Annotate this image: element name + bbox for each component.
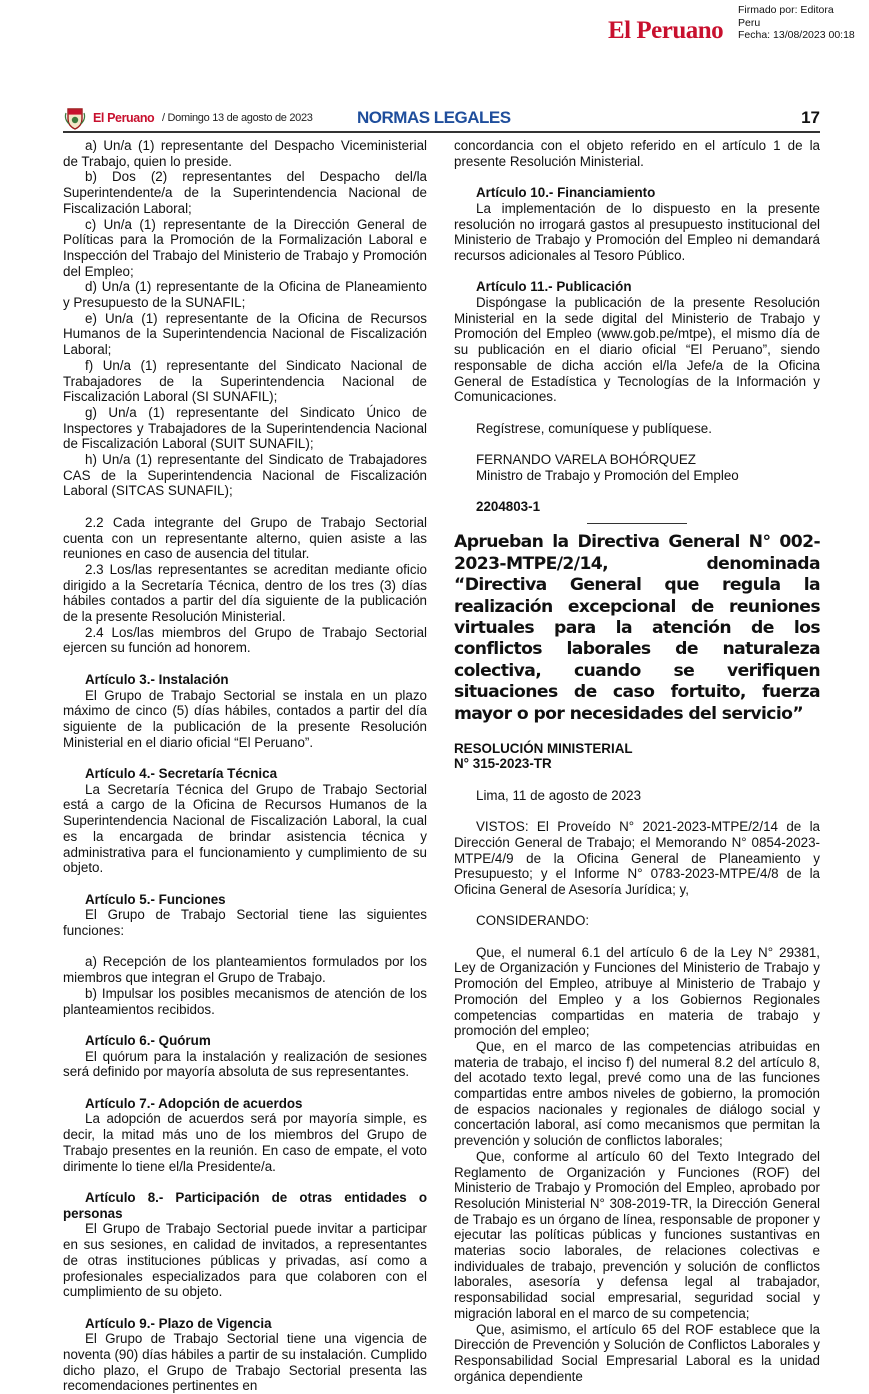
signer-name: FERNANDO VARELA BOHÓRQUEZ [476, 452, 696, 467]
member-item: g) Un/a (1) representante del Sindicato Único de Inspectores y Trabajadores de la Superintendencia Nacional de Fiscalización Laboral (SUIT SUNAFIL); [63, 404, 427, 452]
member-item: b) Dos (2) representantes del Despacho del/la Superintendente/a de la Superintendencia Nacional de Fiscalización Laboral; [63, 169, 427, 216]
el-peruano-logo: El Peruano [608, 17, 724, 44]
left-column [63, 138, 427, 1394]
header-section: NORMAS LEGALES [357, 108, 511, 127]
paragraph-2-4: 2.4 Los/las miembros del Grupo de Trabajo Sectorial ejercen su función ad honorem. [63, 624, 427, 656]
article-5-item-a: a) Recepción de los planteamientos formulados por los miembros que integran el Grupo de Trabajo. [63, 954, 427, 986]
digital-signature [608, 4, 866, 44]
signature-signer: Firmado por: Editora [738, 4, 834, 16]
article-5-item-b: b) Impulsar los posibles mecanismos de atención de los planteamientos recibidos. [63, 985, 427, 1017]
member-item: c) Un/a (1) representante de la Dirección General de Políticas para la Promoción de la Formalización Laboral e Inspección del Trabajo del Ministerio de Trabajo y Promoción del Empleo; [63, 216, 427, 279]
closing-formula: Regístrese, comuníquese y publíquese. [476, 420, 712, 436]
member-item: d) Un/a (1) representante de la Oficina de Planeamiento y Presupuesto de la SUNAFIL; [63, 279, 427, 311]
publication-code: 2204803-1 [476, 499, 541, 515]
article-8-title: Artículo 8.- Participación de otras entidades o personas [63, 1189, 427, 1221]
article-3-title: Artículo 3.- Instalación [85, 671, 229, 687]
vistos-paragraph: VISTOS: El Proveído N° 2021-2023-MTPE/2/14 de la Dirección General de Trabajo; el Memorando N° 0854-2023-MTPE/4/9 de la Oficina General de Planeamiento y Presupuesto; y el Informe N° 0783-2023-MTPE/4/8 de la Oficina General de Asesoría Jurídica; y, [454, 819, 820, 897]
resolution-label: RESOLUCIÓN MINISTERIAL [454, 740, 633, 756]
member-item: a) Un/a (1) representante del Despacho Viceministerial de Trabajo, quien lo preside. [63, 138, 427, 169]
coat-of-arms-icon [63, 106, 87, 130]
signature-date: Fecha: 13/08/2023 00:18 [738, 29, 855, 41]
member-item: f) Un/a (1) representante del Sindicato Nacional de Trabajadores de la Superintendencia Nacional de Fiscalización Laboral (SI SUNAFIL); [63, 357, 427, 405]
article-10-title: Artículo 10.- Financiamiento [476, 185, 656, 201]
place-date: Lima, 11 de agosto de 2023 [476, 787, 642, 803]
paragraph-2-3: 2.3 Los/las representantes se acreditan mediante oficio dirigido a la Secretaría Técnica, dentro de los tres (3) días hábiles contados a partir del día siguiente de la publicación de la presente Resolución Ministerial. [63, 561, 427, 625]
considerando-2: Que, en el marco de las competencias atribuidas en materia de trabajo, el inciso f) del numeral 8.2 del artículo 8, del acotado texto legal, prevé como una de las funciones compartidas entre ambos niveles de gobierno, la promoción de espacios nacionales y regionales de diálogo social y concertación laboral, así como mecanismos que permitan la prevención y solución de conflictos laborales; [454, 1038, 820, 1149]
article-9-text: El Grupo de Trabajo Sectorial tiene una vigencia de noventa (90) días hábiles a partir de su instalación. Cumplido dicho plazo, el Grupo de Trabajo Sectorial presenta las recomendaciones pertinentes en [63, 1331, 427, 1394]
article-11-title: Artículo 11.- Publicación [476, 279, 632, 295]
article-3-text: El Grupo de Trabajo Sectorial se instala en un plazo máximo de cinco (5) días hábiles, contados a partir del día siguiente de la publicación de la presente Resolución Ministerial en el diario oficial “El Peruano”. [63, 687, 427, 750]
page-number: 17 [801, 108, 820, 127]
considerando-3: Que, conforme al artículo 60 del Texto Integrado del Reglamento de Organización y Funciones (ROF) del Ministerio de Trabajo y Promoción del Empleo, aprobado por Resolución Ministerial N° 308-2019-TR, la Dirección General de Trabajo es un órgano de línea, responsable de proponer y ejecutar las políticas públicas y funciones sustantivas en materias socio laborales, de relaciones colectivas e individuales de trabajo, prevención y solución de conflictos laborales, asesoría y defensa legal al trabajador, responsabilidad social empresarial, seguridad social y migración laboral en el marco de su competencia; [454, 1148, 820, 1321]
article-4-title: Artículo 4.- Secretaría Técnica [85, 766, 278, 782]
article-9-title: Artículo 9.- Plazo de Vigencia [85, 1315, 272, 1331]
article-5-title: Artículo 5.- Funciones [85, 891, 226, 907]
considerando-heading: CONSIDERANDO: [476, 913, 590, 929]
member-item: h) Un/a (1) representante del Sindicato de Trabajadores CAS de la Superintendencia Nacional de Fiscalización Laboral (SITCAS SUNAFIL); [63, 452, 427, 499]
article-8-text: El Grupo de Trabajo Sectorial puede invitar a participar en sus sesiones, en calidad de invitados, a representantes de otras instituciones públicas y privadas, así como a profesionales especializados para que colaboren con el cumplimiento de su objeto. [63, 1221, 427, 1300]
article-10-text: La implementación de lo dispuesto en la presente resolución no irrogará gastos al presupuesto institucional del Ministerio de Trabajo y Promoción del Empleo ni demandará recursos adicionales al Tesoro Público. [454, 200, 820, 263]
member-item: e) Un/a (1) representante de la Oficina de Recursos Humanos de la Superintendencia Nacional de Fiscalización Laboral; [63, 310, 427, 358]
article-7-text: La adopción de acuerdos será por mayoría simple, es decir, la mitad más uno de los miembros del Grupo de Trabajo presentes en la reunión. En caso de empate, el voto dirimente lo tiene el/la Presidente/a. [63, 1111, 427, 1174]
signer-title: Ministro de Trabajo y Promoción del Empleo [476, 467, 739, 483]
article-4-text: La Secretaría Técnica del Grupo de Trabajo Sectorial está a cargo de la Oficina de Recursos Humanos de la Superintendencia Nacional de Fiscalización Laboral, la cual es la encargada de brindar asistencia técnica y administrativa para el funcionamiento y cumplimiento de su objeto. [63, 781, 427, 876]
resolution-number: N° 315-2023-TR [454, 756, 552, 772]
article-7-title: Artículo 7.- Adopción de acuerdos [85, 1095, 303, 1111]
header-rule [63, 131, 820, 133]
header-date: / Domingo 13 de agosto de 2023 [162, 112, 313, 124]
article-11-text: Dispóngase la publicación de la presente Resolución Ministerial en la sede digital del Ministerio de Trabajo y Promoción del Empleo (www.gob.pe/mtpe), el mismo día de su publicación en el diario oficial “El Peruano”, siendo responsable de dicha acción el/la Jefe/a de la Oficina General de Estadística y Tecnologías de la Información y Comunicaciones. [454, 295, 820, 405]
page-header [63, 106, 820, 132]
signature-country: Peru [738, 16, 761, 29]
article-5-text: El Grupo de Trabajo Sectorial tiene las siguientes funciones: [63, 907, 427, 939]
continuation-text: concordancia con el objeto referido en el artículo 1 de la presente Resolución Ministerial. [454, 138, 820, 169]
header-brand: El Peruano [93, 111, 155, 125]
article-6-title: Artículo 6.- Quórum [85, 1032, 211, 1048]
considerando-1: Que, el numeral 6.1 del artículo 6 de la Ley N° 29381, Ley de Organización y Funciones del Ministerio de Trabajo y Promoción del Empleo, atribuye al Ministerio de Trabajo y Promoción del Empleo y a los Gobiernos Regionales competencias compartidas en materia de trabajo y promoción del empleo; [454, 944, 820, 1039]
paragraph-2-2: 2.2 Cada integrante del Grupo de Trabajo Sectorial cuenta con un representante alterno, quien asiste a las reuniones en caso de ausencia del titular. [63, 514, 427, 562]
considerando-4: Que, asimismo, el artículo 65 del ROF establece que la Dirección de Prevención y Solución de Conflictos Laborales y Responsabilidad Social Empresarial Laboral es la unidad orgánica dependiente [454, 1321, 820, 1384]
right-column [454, 138, 820, 1384]
resolution-headline: Aprueban la Directiva General N° 002-2023-MTPE/2/14, denominada “Directiva General que regula la realización excepcional de reuniones virtuales para la atención de los conflictos laborales de naturaleza colectiva, cuando se verifiquen situaciones de caso fortuito, fuerza mayor o por necesidades del servicio” [454, 532, 820, 724]
signature-info [738, 4, 855, 42]
article-6-text: El quórum para la instalación y realización de sesiones será definido por mayoría absoluta de sus representantes. [63, 1048, 427, 1080]
